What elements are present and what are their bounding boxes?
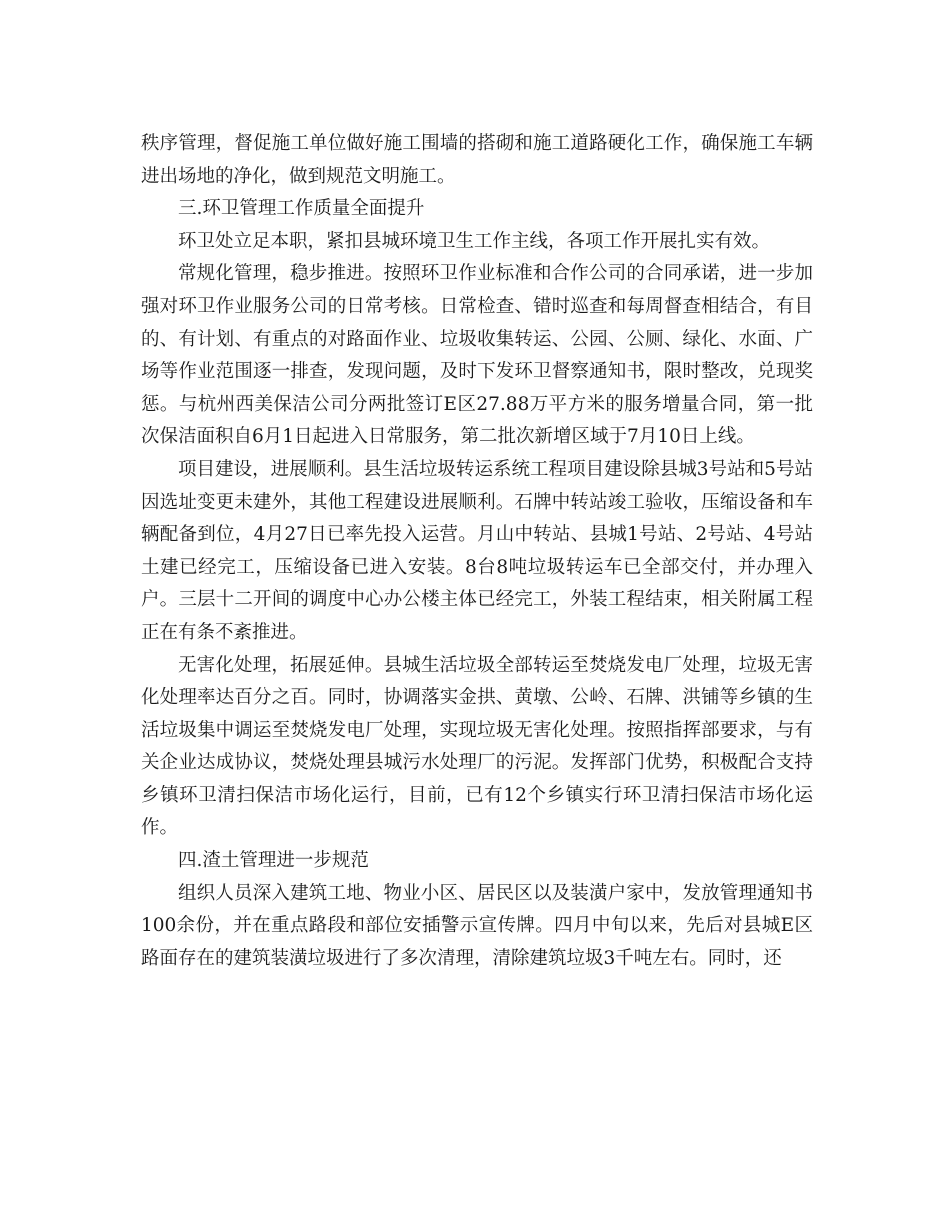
paragraph: 无害化处理，拓展延伸。县城生活垃圾全部转运至焚烧发电厂处理，垃圾无害化处理率达百分之百。同时，协调落实金拱、黄墩、公岭、石牌、洪铺等乡镇的生活垃圾集中调运至焚烧发电厂处理，实现垃圾无害化处理。按照指挥部要求，与有关企业达成协议，焚烧处理县城污水处理厂的污泥。发挥部门优势，积极配合支持乡镇环卫清扫保洁市场化运行，目前，已有12个乡镇实行环卫清扫保洁市场化运作。 <box>141 654 813 839</box>
paragraph: 常规化管理，稳步推进。按照环卫作业标准和合作公司的合同承诺，进一步加强对环卫作业服务公司的日常考核。日常检查、错时巡查和每周督查相结合，有目的、有计划、有重点的对路面作业、垃圾收集转运、公园、公厕、绿化、水面、广场等作业范围逐一排查，发现问题，及时下发环卫督察通知书，限时整改，兑现奖惩。与杭州西美保洁公司分两批签订E区27.88万平方米的服务增量合同，第一批次保洁面积自6月1日起进入日常服务，第二批次新增区域于7月10日上线。 <box>141 263 813 448</box>
document-body <box>141 128 813 975</box>
paragraph: 环卫处立足本职，紧扣县城环境卫生工作主线，各项工作开展扎实有效。 <box>178 230 771 252</box>
section-heading-4: 四.渣土管理进一步规范 <box>178 850 369 872</box>
section-heading-3: 三.环卫管理工作质量全面提升 <box>178 198 425 220</box>
paragraph-continuation: 秩序管理，督促施工单位做好施工围墙的搭砌和施工道路硬化工作，确保施工车辆进出场地的净化，做到规范文明施工。 <box>141 133 813 187</box>
paragraph: 项目建设，进展顺利。县生活垃圾转运系统工程项目建设除县城3号站和5号站因选址变更未建外，其他工程建设进展顺利。石牌中转站竣工验收，压缩设备和车辆配备到位，4月27日已率先投入运营。月山中转站、县城1号站、2号站、4号站土建已经完工，压缩设备已进入安装。8台8吨垃圾转运车已全部交付，并办理入户。三层十二开间的调度中心办公楼主体已经完工，外装工程结束，相关附属工程正在有条不紊推进。 <box>141 458 813 643</box>
paragraph: 组织人员深入建筑工地、物业小区、居民区以及装潢户家中，发放管理通知书100余份，并在重点路段和部位安插警示宣传牌。四月中旬以来，先后对县城E区路面存在的建筑装潢垃圾进行了多次清理，清除建筑垃圾3千吨左右。同时，还 <box>141 882 813 969</box>
